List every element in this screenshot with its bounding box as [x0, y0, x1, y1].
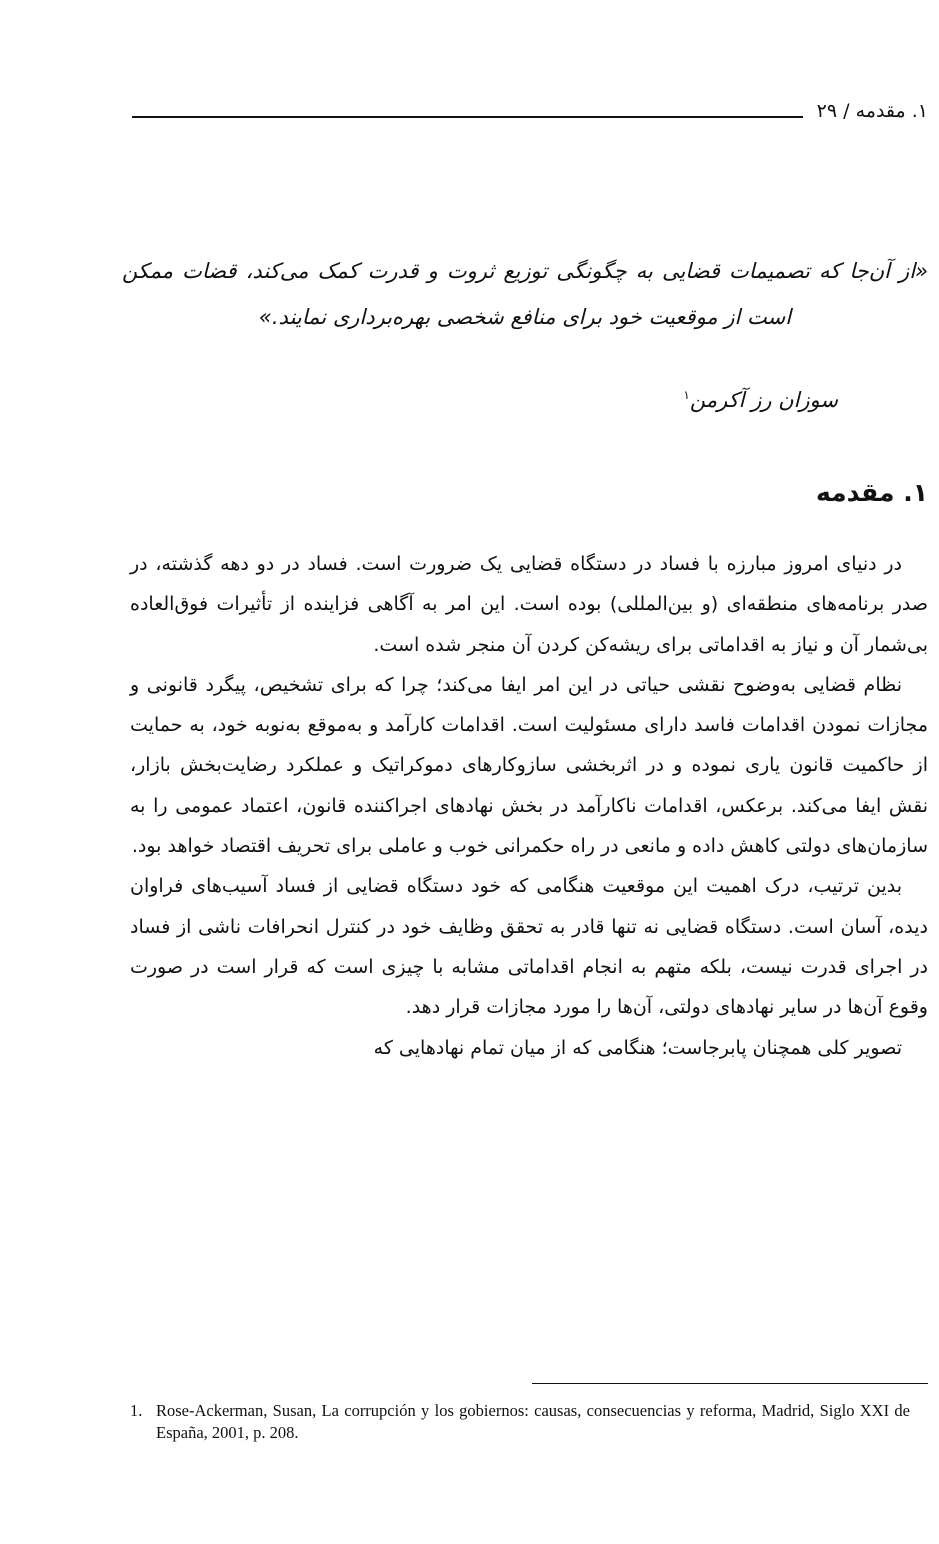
running-head-text: ۱. مقدمه / ۲۹ [816, 100, 928, 122]
footnote [130, 1400, 910, 1444]
epigraph-quote: «از آن‌جا که تصمیمات قضایی به چگونگی توزیع ثروت و قدرت کمک می‌کند، قضات ممکن است از موقعیت خود برای منافع شخصی بهره‌برداری نمایند.» [122, 259, 928, 329]
section-heading: ۱. مقدمه [815, 478, 928, 507]
header-rule [132, 116, 803, 118]
footnote-text: Rose-Ackerman, Susan, La corrupción y los gobiernos: causas, consecuencias y reforma, Madrid, Siglo XXI de España, 2001, p. 208. [156, 1401, 910, 1442]
epigraph-author: سوزان رز آکرمن [689, 388, 838, 412]
paragraph: تصویر کلی همچنان پابرجاست؛ هنگامی که از میان تمام نهادهایی که [373, 1036, 902, 1059]
footnote-number: 1. [130, 1401, 143, 1420]
body-text [130, 544, 928, 1068]
footnote-rule [532, 1383, 928, 1384]
epigraph-attribution [122, 388, 928, 412]
footnote-marker: ۱ [683, 388, 690, 402]
running-header [132, 92, 928, 122]
paragraph: نظام قضایی به‌وضوح نقشی حیاتی در این امر ایفا می‌کند؛ چرا که برای تشخیص، پیگرد قانونی و مجازات نمودن اقدامات فاسد دارای مسئولیت است. اقدامات کارآمد و به‌موقع به‌نوبه خود، به حمایت از حاکمیت قانون یاری نموده و در اثربخشی سازوکارهای دموکراتیک و عملکرد رضایت‌بخش بازار، نقش ایفا می‌کند. برعکس، اقدامات ناکارآمد در بخش نهادهای اجراکننده قانون، اعتماد عمومی را به سازمان‌های دولتی کاهش داده و مانعی در راه حکمرانی خوب و عاملی برای تحریف اقتصاد خواهد بود. [130, 673, 928, 858]
paragraph: در دنیای امروز مبارزه با فساد در دستگاه قضایی یک ضرورت است. فساد در دو دهه گذشته، در صدر برنامه‌های منطقه‌ای (و بین‌المللی) بوده است. این امر به آگاهی فزاینده از تأثیرات فوق‌العاده بی‌شمار آن و نیاز به اقداماتی برای ریشه‌کن کردن آن منجر شده است. [130, 553, 928, 656]
paragraph: بدین ترتیب، درک اهمیت این موقعیت هنگامی که خود دستگاه قضایی از فساد آسیب‌های فراوان دیده، آسان است. دستگاه قضایی نه تنها قادر به تحقق وظایف خود در کنترل انحرافات ناشی از فساد در اجرای قدرت نیست، بلکه متهم به انجام اقداماتی مشابه با چیزی است که قرار است در صورت وقوع آن‌ها در سایر نهادهای دولتی، آن‌ها را مورد مجازات قرار دهد. [130, 875, 928, 1019]
